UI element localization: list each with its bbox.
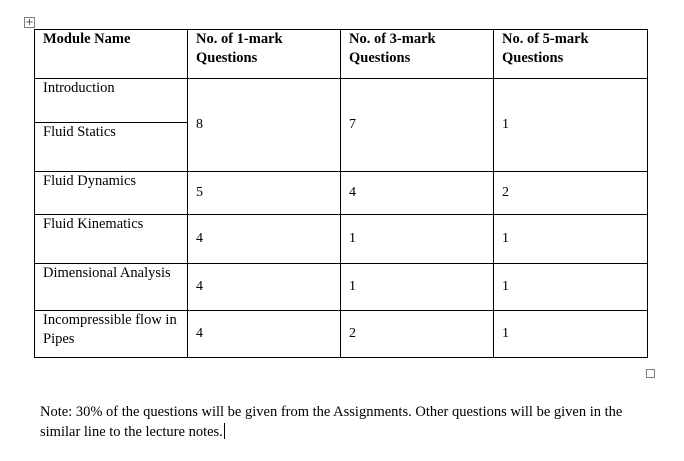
cell-3-mark[interactable] [341,79,494,172]
table-row [35,79,648,123]
note-text: Note: 30% of the questions will be given from the Assignments. Other questions will be given in the similar line to the lecture notes. [40,404,623,440]
cell-5-mark[interactable] [494,79,648,172]
cell-1-mark[interactable]: 4 [188,311,341,358]
cell-1-mark[interactable]: 5 [188,172,341,215]
module-dimensional-analysis[interactable]: Dimensional Analysis [35,264,188,311]
module-fluid-statics[interactable]: Fluid Statics [35,123,188,172]
cell-1-mark[interactable]: 4 [188,215,341,264]
header-module-name: Module Name [35,30,188,79]
module-incompressible-flow[interactable]: Incompressible flow in Pipes [35,311,188,358]
cell-5-mark[interactable]: 2 [494,172,648,215]
cell-3-mark[interactable]: 1 [341,215,494,264]
cell-5-mark[interactable]: 1 [494,215,648,264]
cell-3-mark[interactable]: 4 [341,172,494,215]
module-introduction[interactable]: Introduction [35,79,188,123]
module-fluid-dynamics[interactable]: Fluid Dynamics [35,172,188,215]
table-resize-handle-icon[interactable] [646,369,655,378]
value-3-mark: 7 [349,117,356,132]
question-distribution-table [34,29,648,358]
module-fluid-kinematics[interactable]: Fluid Kinematics [35,215,188,264]
header-3-mark: No. of 3-mark Questions [341,30,494,79]
header-5-mark: No. of 5-mark Questions [494,30,648,79]
value-5-mark: 1 [502,117,509,132]
cell-3-mark[interactable]: 1 [341,264,494,311]
table-row [35,215,648,264]
cell-1-mark[interactable] [188,79,341,172]
value-1-mark: 8 [196,117,203,132]
table-row [35,311,648,358]
cell-3-mark[interactable]: 2 [341,311,494,358]
table-move-handle-icon[interactable]: + [25,17,34,28]
text-cursor [224,423,225,439]
cell-5-mark[interactable]: 1 [494,311,648,358]
table-row [35,172,648,215]
table-header-row [35,30,648,79]
note-paragraph[interactable] [40,402,630,442]
cell-5-mark[interactable]: 1 [494,264,648,311]
table-row [35,264,648,311]
header-1-mark: No. of 1-mark Questions [188,30,341,79]
cell-1-mark[interactable]: 4 [188,264,341,311]
